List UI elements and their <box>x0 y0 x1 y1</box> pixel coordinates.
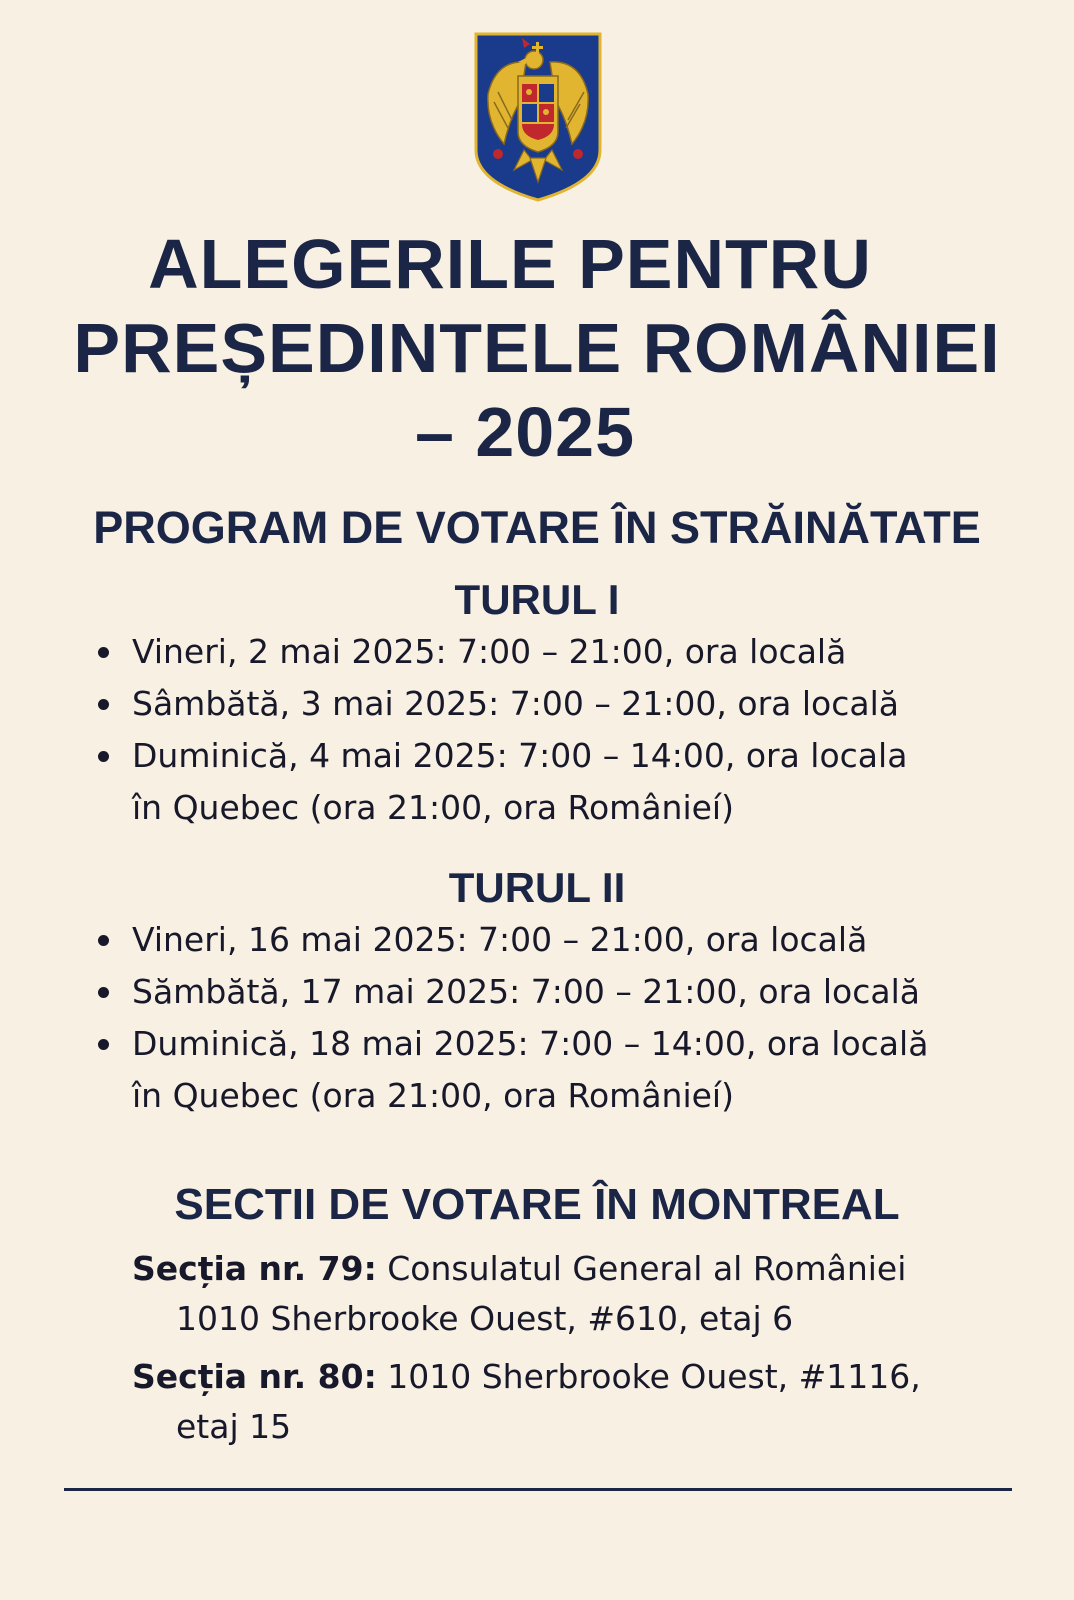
list-item: Sămbătă, 17 mai 2025: 7:00 – 21:00, ora locală <box>98 966 998 1018</box>
station-label: Secția nr. 79: <box>132 1249 377 1288</box>
list-item: Duminică, 4 mai 2025: 7:00 – 14:00, ora locala în Quebec (ora 21:00, ora Românieí) <box>98 730 998 834</box>
bullet-icon <box>98 935 109 946</box>
round-2-title: TURUL II <box>448 864 626 911</box>
polling-station-80 <box>132 1352 1032 1452</box>
title-line-3: – 2025 <box>414 393 636 471</box>
station-line-1: Consulatul General al României <box>376 1249 907 1288</box>
list-item: Duminică, 18 mai 2025: 7:00 – 14:00, ora locală în Quebec (ora 21:00, ora Românieí) <box>98 1018 998 1122</box>
bullet-icon <box>98 987 109 998</box>
station-line-2: 1010 Sherbrooke Ouest, #610, etaj 6 <box>176 1299 794 1338</box>
round-1-schedule <box>98 626 998 834</box>
bottom-divider <box>64 1488 1012 1491</box>
poster-title <box>0 222 1074 474</box>
list-item: Vineri, 2 mai 2025: 7:00 – 21:00, ora locală <box>98 626 998 678</box>
bullet-icon <box>98 647 109 658</box>
title-line-2: PREȘEDINTELE ROMÂNIEI <box>73 309 1001 387</box>
title-line-1: ALEGERILE PENTRU <box>148 225 872 303</box>
list-item: Vineri, 16 mai 2025: 7:00 – 21:00, ora locală <box>98 914 998 966</box>
coat-of-arms-icon <box>474 32 602 202</box>
list-item: Sâmbătă, 3 mai 2025: 7:00 – 21:00, ora locală <box>98 678 998 730</box>
station-line-2: etaj 15 <box>176 1407 292 1446</box>
station-label: Secția nr. 80: <box>132 1357 377 1396</box>
subtitle: PROGRAM DE VOTARE ÎN STRĂINĂTATE <box>93 502 981 553</box>
bullet-icon <box>98 699 109 710</box>
bullet-icon <box>98 751 109 762</box>
round-1-title: TURUL I <box>454 576 620 623</box>
polling-stations-title: SECTII DE VOTARE ÎN MONTREAL <box>174 1180 900 1229</box>
bullet-icon <box>98 1039 109 1050</box>
round-2-schedule <box>98 914 998 1122</box>
station-line-1: 1010 Sherbrooke Ouest, #1116, <box>376 1357 921 1396</box>
polling-station-79 <box>132 1244 1032 1344</box>
